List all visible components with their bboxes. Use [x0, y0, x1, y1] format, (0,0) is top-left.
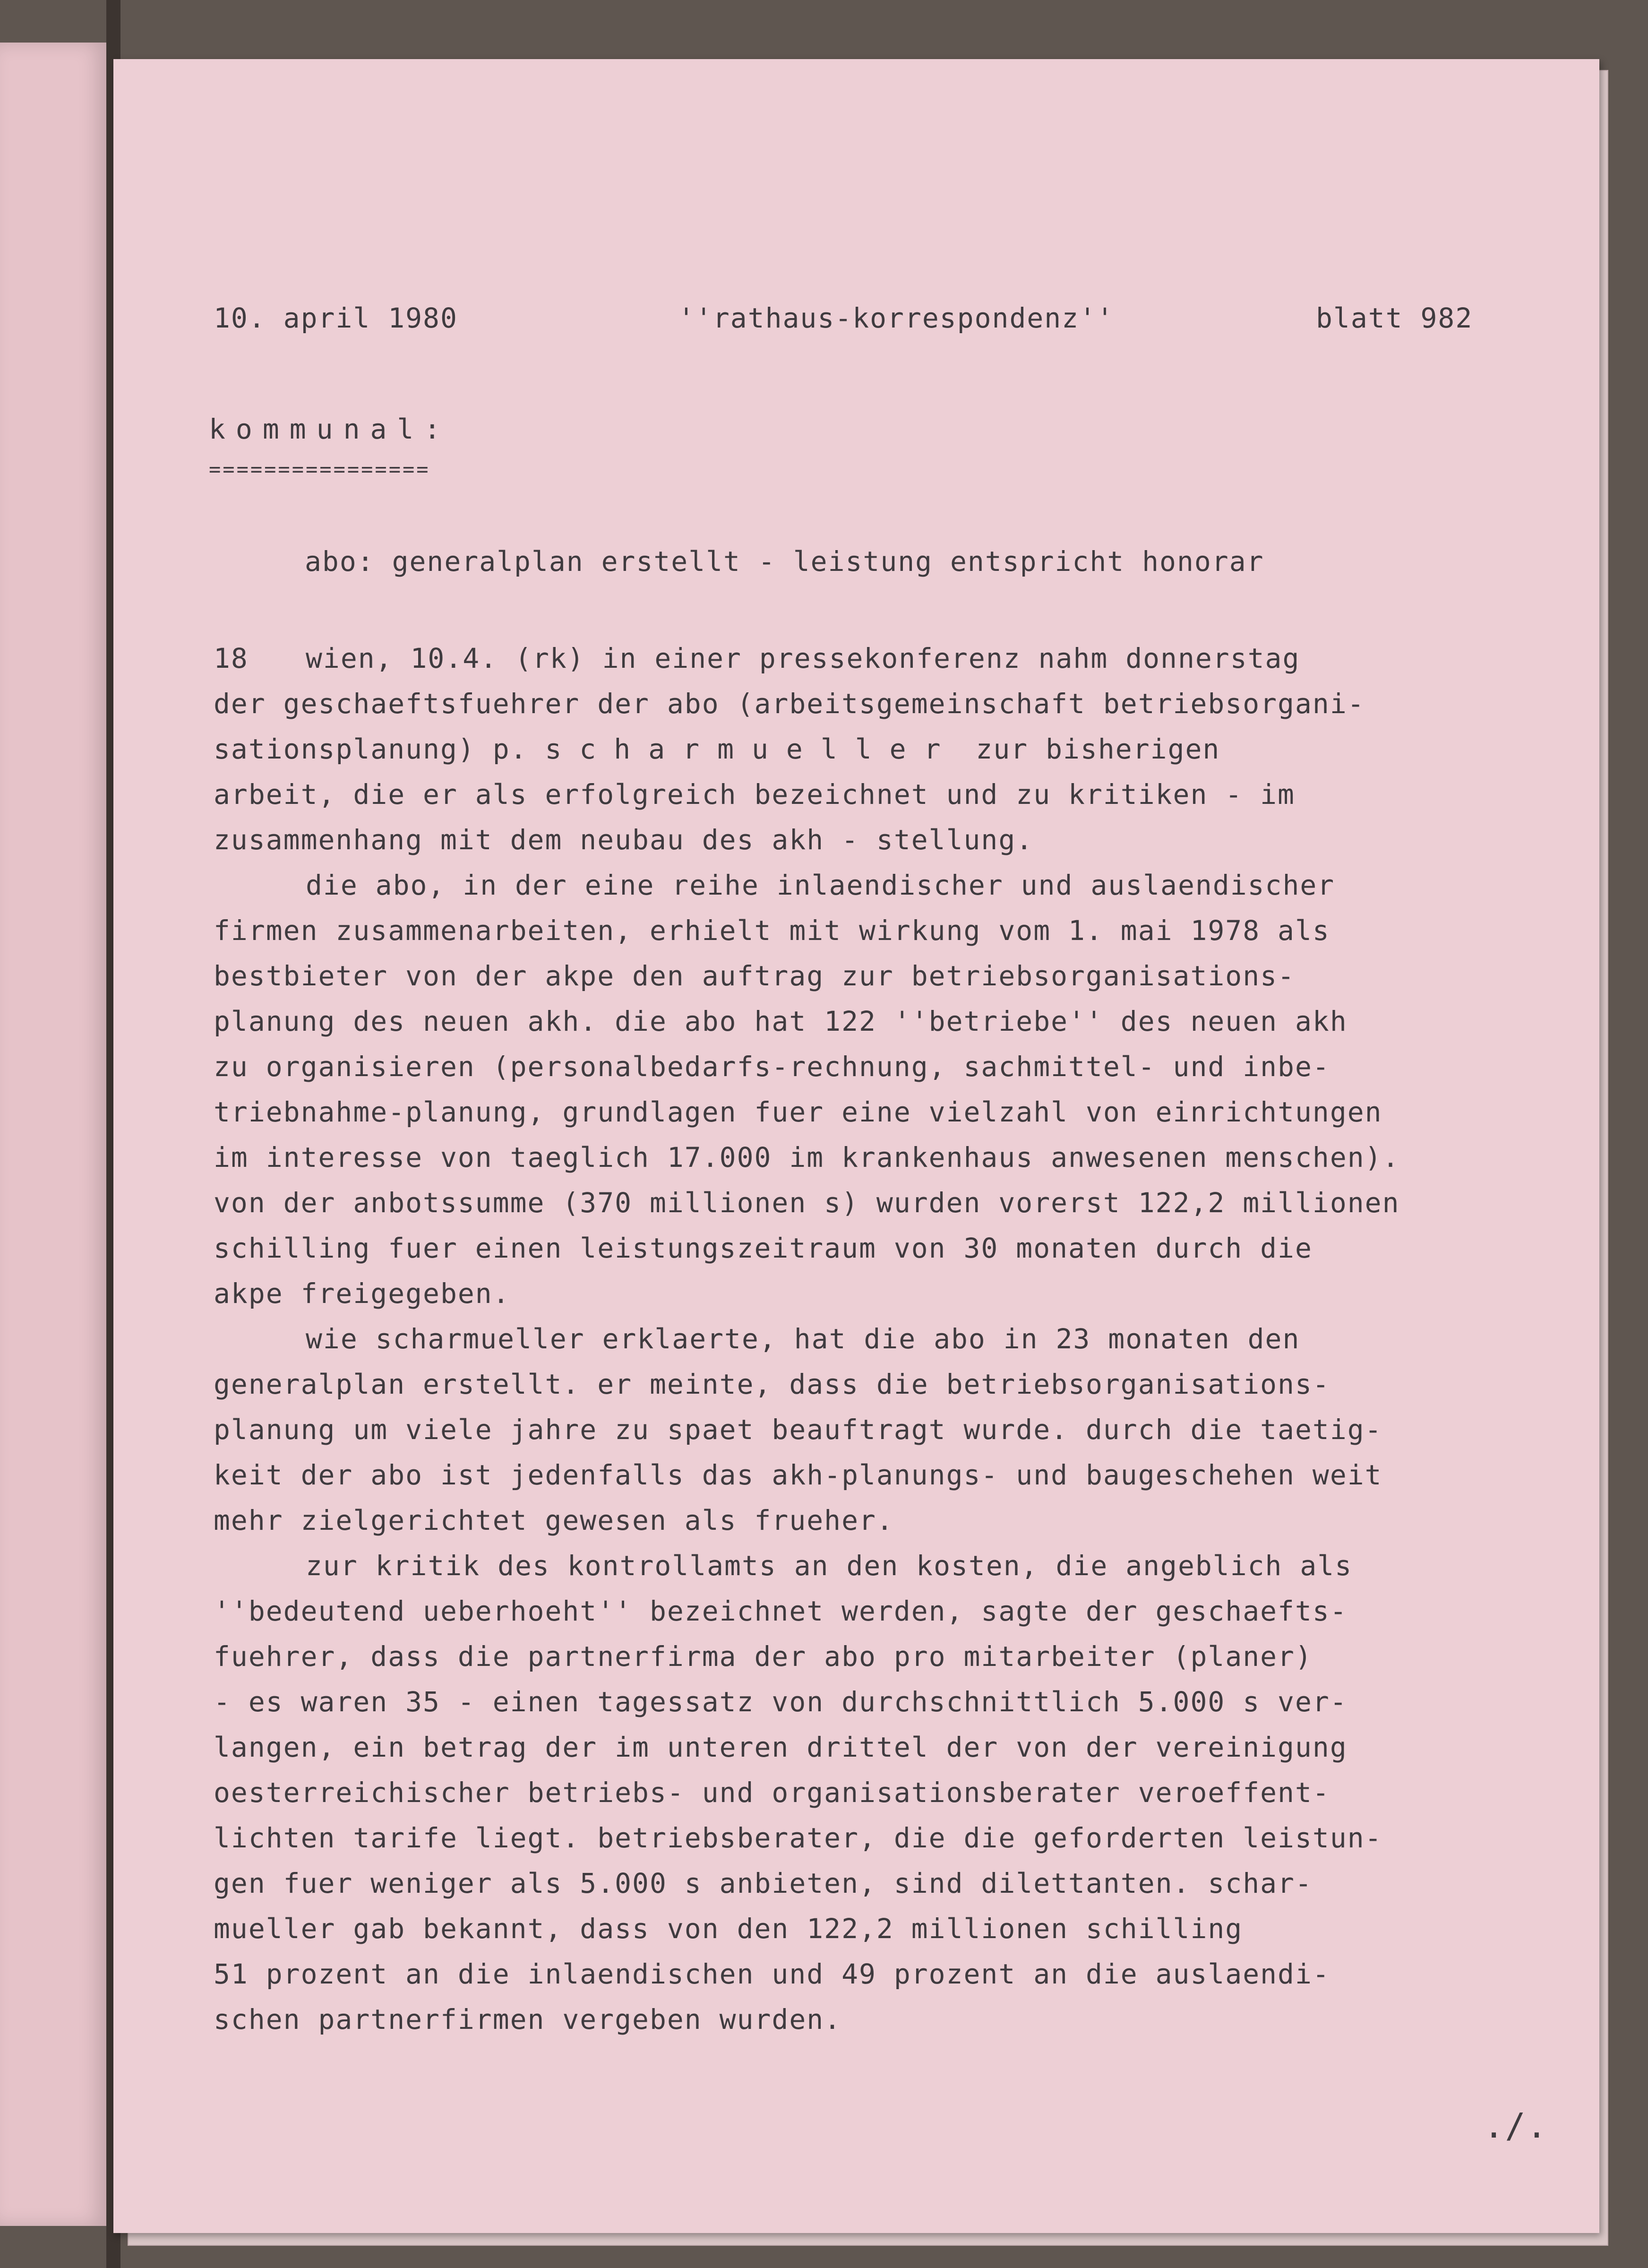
- previous-page-edge: [0, 43, 109, 2226]
- body-line: akpe freigegeben.: [214, 1277, 510, 1310]
- body-line: der geschaeftsfuehrer der abo (arbeitsgemeinschaft betriebsorgani-: [214, 688, 1365, 720]
- body-line: von der anbotssumme (370 millionen s) wurden vorerst 122,2 millionen: [214, 1187, 1400, 1219]
- body-line: sationsplanung) p. scharmueller zur bisherigen: [214, 733, 1220, 765]
- body-line: fuehrer, dass die partnerfirma der abo pro mitarbeiter (planer): [214, 1640, 1313, 1673]
- header-publication: ''rathaus-korrespondenz'': [678, 302, 1114, 334]
- body-line: oesterreichischer betriebs- und organisationsberater veroeffent-: [214, 1776, 1330, 1809]
- body-line: zu organisieren (personalbedarfs-rechnung, sachmittel- und inbe-: [214, 1051, 1330, 1083]
- body-line: 51 prozent an die inlaendischen und 49 prozent an die auslaendi-: [214, 1958, 1330, 1990]
- body-line: ''bedeutend ueberhoeht'' bezeichnet werden, sagte der geschaefts-: [214, 1595, 1348, 1627]
- section-underline: ================: [209, 457, 430, 481]
- body-line: planung um viele jahre zu spaet beauftragt wurde. durch die taetig-: [214, 1414, 1382, 1446]
- body-line: triebnahme-planung, grundlagen fuer eine vielzahl von einrichtungen: [214, 1096, 1382, 1128]
- body-line: bestbieter von der akpe den auftrag zur betriebsorganisations-: [214, 960, 1295, 992]
- body-line: mehr zielgerichtet gewesen als frueher.: [214, 1504, 894, 1536]
- body-line: keit der abo ist jedenfalls das akh-planungs- und baugeschehen weit: [214, 1459, 1382, 1491]
- body-line: die abo, in der eine reihe inlaendischer und auslaendischer: [306, 869, 1335, 901]
- body-line: mueller gab bekannt, dass von den 122,2 millionen schilling: [214, 1913, 1243, 1945]
- body-line: schilling fuer einen leistungszeitraum von 30 monaten durch die: [214, 1232, 1313, 1264]
- body-line: arbeit, die er als erfolgreich bezeichnet und zu kritiken - im: [214, 778, 1295, 811]
- document-page: [113, 59, 1599, 2233]
- continuation-mark: ./.: [1484, 2106, 1548, 2146]
- body-line: zur kritik des kontrollamts an den kosten, die angeblich als: [306, 1550, 1353, 1582]
- body-line: lichten tarife liegt. betriebsberater, die die geforderten leistun-: [214, 1822, 1382, 1854]
- spaced-name: scharmueller: [545, 733, 959, 765]
- body-line: 18 wien, 10.4. (rk) in einer pressekonferenz nahm donnerstag: [214, 636, 1400, 681]
- article-body: [214, 636, 1400, 2042]
- header-date: 10. april 1980: [214, 302, 458, 334]
- body-line: zusammenhang mit dem neubau des akh - stellung.: [214, 824, 1034, 856]
- body-line: firmen zusammenarbeiten, erhielt mit wirkung vom 1. mai 1978 als: [214, 914, 1330, 947]
- body-line: generalplan erstellt. er meinte, dass die betriebsorganisations-: [214, 1368, 1330, 1400]
- body-line: wie scharmueller erklaerte, hat die abo in 23 monaten den: [306, 1323, 1300, 1355]
- section-title: kommunal:: [209, 413, 451, 445]
- body-line: langen, ein betrag der im unteren drittel der von der vereinigung: [214, 1731, 1348, 1763]
- body-line: planung des neuen akh. die abo hat 122 ''betriebe'' des neuen akh: [214, 1005, 1348, 1037]
- header-sheet-number: blatt 982: [1316, 302, 1473, 334]
- body-line: schen partnerfirmen vergeben wurden.: [214, 2003, 842, 2035]
- body-line: im interesse von taeglich 17.000 im krankenhaus anwesenen menschen).: [214, 1141, 1400, 1173]
- body-line: gen fuer weniger als 5.000 s anbieten, sind dilettanten. schar-: [214, 1867, 1313, 1899]
- item-number: 18: [214, 642, 249, 674]
- article-headline: abo: generalplan erstellt - leistung entspricht honorar: [305, 545, 1264, 578]
- body-line: - es waren 35 - einen tagessatz von durchschnittlich 5.000 s ver-: [214, 1686, 1348, 1718]
